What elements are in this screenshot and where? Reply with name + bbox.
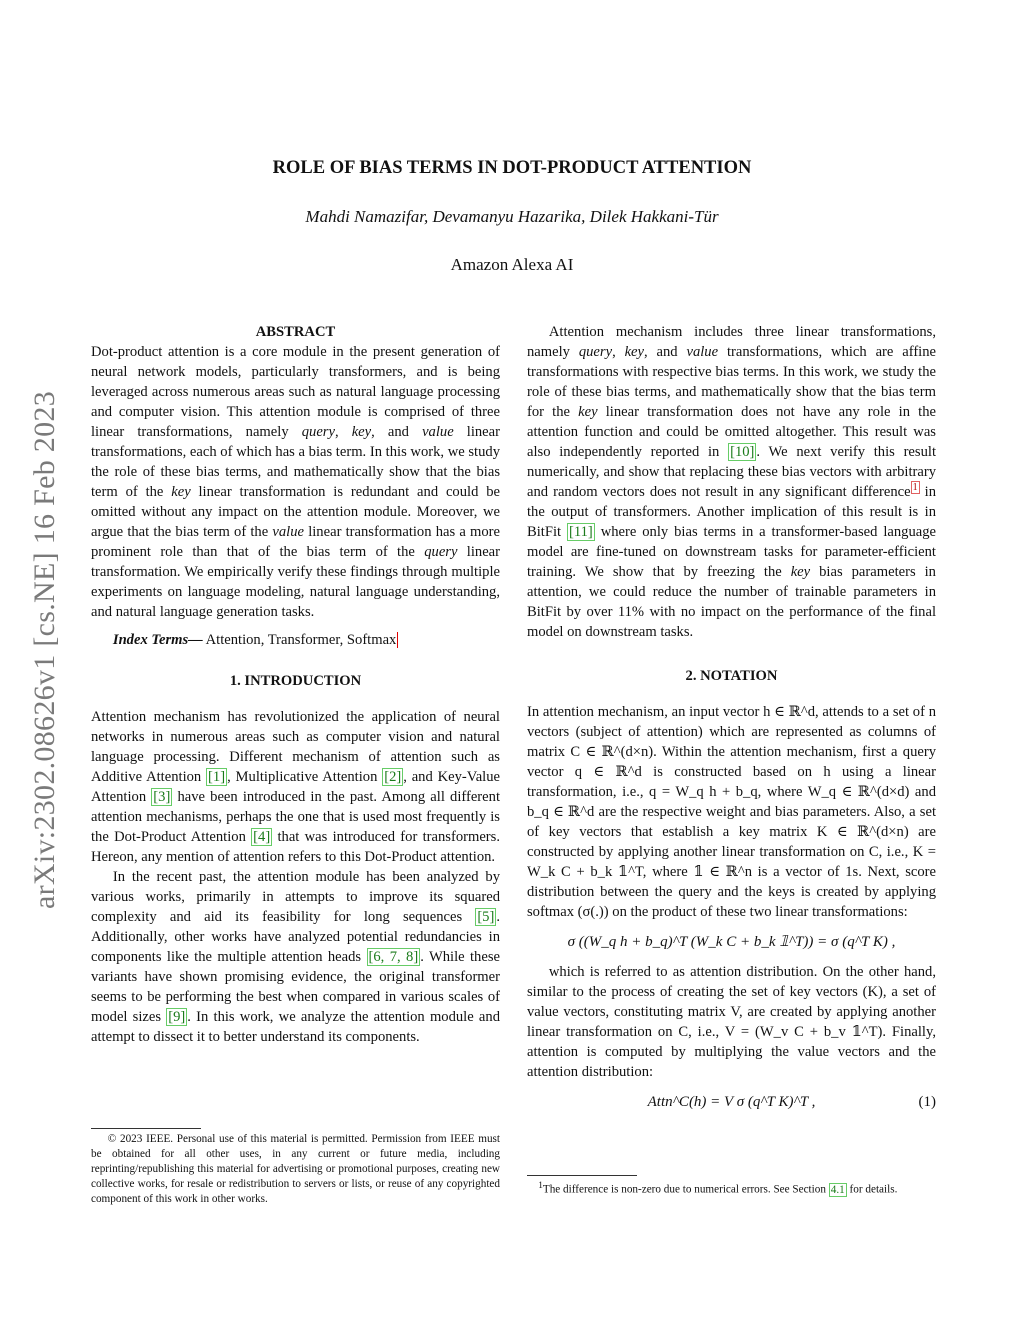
- footnote-link[interactable]: 1: [912, 482, 918, 494]
- index-terms-list[interactable]: Attention, Transformer, Softmax: [202, 632, 397, 648]
- citation-link[interactable]: [1]: [208, 769, 226, 785]
- intro-paragraph-1: Attention mechanism has revolutionized the application of neural networks in numerous areas such as computer vision and natural language processing. Different mechanism of attention such as Additive Attention [1] , Multiplicative Attention [2] , and Key-Value Attention [3] have been introduced in the past. Among all different attention mechanisms, perhaps the one that is used most frequently is the Dot-Product Attention [4] that was introduced for transformers. Hereon, any mention of attention refers to this Dot-Product attention.: [91, 709, 500, 865]
- right-paragraph-1: Attention mechanism includes three linear transformations, namely query, key, and value transformations, which are affine transformations with respective bias terms. In this work, we study the role of these bias terms, and mathematically show that the bias term for the key linear transformation does not have any role in the attention function and could be omitted altogether. This result was also independently reported in [10] . We next verify this result numerically, and show that replacing these bias vectors with arbitrary and random vectors does not result in any significant difference $^1$ in the output of transformers. Another implication of this result is in BitFit [11] where only bias terms in a transformer-based language model are fine-tuned on downstream tasks for parameter-efficient training. We show that by freezing the key bias parameters in attention, we could reduce the number of trainable parameters in BitFit by over 11% with no impact on the performance of the final model on downstream tasks.: [527, 324, 937, 640]
- intro-heading: 1. INTRODUCTION: [229, 673, 362, 689]
- left-column: [91, 322, 500, 1047]
- citation-link[interactable]: [3]: [153, 789, 171, 805]
- footnote-rule-right: [527, 1175, 637, 1176]
- abstract-text: Dot-product attention is a core module in the present generation of neural network models, particularly transformers, and is being leveraged across numerous areas such as natural language processing and computer vision. This attention module is comprised of three linear transformations, namely query, key, and value linear transformations, each of which has a bias term. In this work, we study the role of these bias terms, and mathematically show that the bias term of the key linear transformation is redundant and could be omitted without any impact on the attention module. Moreover, we argue that the bias term of the value linear transformation has a more prominent role than that of the bias term of the query linear transformation. We empirically verify these findings through multiple experiments on language modeling, natural language understanding, and natural language generation tasks.: [91, 344, 501, 620]
- intro-paragraph-2: In the recent past, the attention module has been analyzed by various works, primarily in attempts to improve its squared complexity and aid its feasibility for long sequences [5] . Additionally, other works have analyzed potential redundancies in components like the multiple attention heads [6, 7, 8] . While these variants have shown promising evidence, the original transformer seems to be performing the best when compared in various scales of model sizes [9] . In this work, we analyze the attention module and attempt to dissect it to better understand its components.: [91, 869, 500, 1045]
- paper-authors: Mahdi Namazifar, Devamanyu Hazarika, Dilek Hakkani-Tür: [305, 207, 719, 226]
- citation-link[interactable]: [2]: [384, 769, 402, 785]
- citation-link[interactable]: [5]: [477, 909, 495, 925]
- citation-link[interactable]: [11]: [569, 524, 593, 540]
- abstract-heading: ABSTRACT: [255, 324, 336, 340]
- copyright-notice: © 2023 IEEE. Personal use of this material is permitted. Permission from IEEE must be obtained for all other uses, in any current or future media, including reprinting/republishing this material for advertising or promotional purposes, creating new collective works, for resale or redistribution to servers or lists, or reuse of any copyrighted component of this work in other works.: [91, 1133, 500, 1205]
- citation-link[interactable]: [9]: [168, 1009, 186, 1025]
- footnote-1: $^1$The difference is non-zero due to numerical errors. See Section 4.1 for details.: [538, 1181, 898, 1196]
- arxiv-identifier: [28, 350, 62, 950]
- notation-paragraph-1: In attention mechanism, an input vector h ∈ ℝ^d, attends to a set of n vectors (subject of attention) which are represented as columns of matrix C ∈ ℝ^(d×n). Within the attention mechanism, first a query vector q ∈ ℝ^d is constructed based on h using a linear transformation, i.e., q = W_q h + b_q, where W_q ∈ ℝ^(d×d) and b_q ∈ ℝ^d are the respective weight and bias parameters. Also, a set of key vectors that establish a key matrix K ∈ ℝ^(d×n) are constructed by applying another linear transformation on C, i.e., K = W_k C + b_k 𝟙^T, where 𝟙 ∈ ℝ^n is a vector of 1s. Next, score distribution between the query and the keys is created by applying softmax (σ(.)) on the product of these two linear transformations:: [527, 704, 936, 920]
- citation-link[interactable]: [6, 7, 8]: [368, 949, 419, 965]
- section-link[interactable]: 4.1: [830, 1183, 845, 1196]
- arxiv-id-text: arXiv:2302.08626v1 [cs.NE] 16 Feb 2023: [28, 390, 61, 910]
- right-column: [527, 322, 936, 1122]
- citation-link[interactable]: [10]: [730, 444, 755, 460]
- equation-1-body: Attn^C(h) = V σ (q^T K)^T ,: [647, 1094, 816, 1110]
- footnote-rule: [91, 1128, 201, 1129]
- notation-heading: 2. NOTATION: [685, 668, 778, 684]
- notation-paragraph-2: which is referred to as attention distribution. On the other hand, similar to the process of creating the set of key vectors (K), a set of value vectors, constituting matrix V, are created by applying another linear transformation on C, i.e., V = (W_v C + b_v 𝟙^T). Finally, attention is computed by multiplying the value vectors and the attention distribution:: [527, 964, 936, 1080]
- equation-number: (1): [918, 1094, 936, 1110]
- equation-attention-distribution: σ ((W_q h + b_q)^T (W_k C + b_k 𝟙^T)) = σ (q^T K) ,: [567, 934, 896, 950]
- index-terms-label: Index Terms—: [112, 632, 203, 648]
- index-terms: [91, 630, 500, 650]
- equation-1: [527, 1092, 936, 1112]
- paper-title: ROLE OF BIAS TERMS IN DOT-PRODUCT ATTENTION: [272, 158, 752, 178]
- citation-link[interactable]: [4]: [253, 829, 271, 845]
- paper-affiliation: Amazon Alexa AI: [450, 255, 574, 274]
